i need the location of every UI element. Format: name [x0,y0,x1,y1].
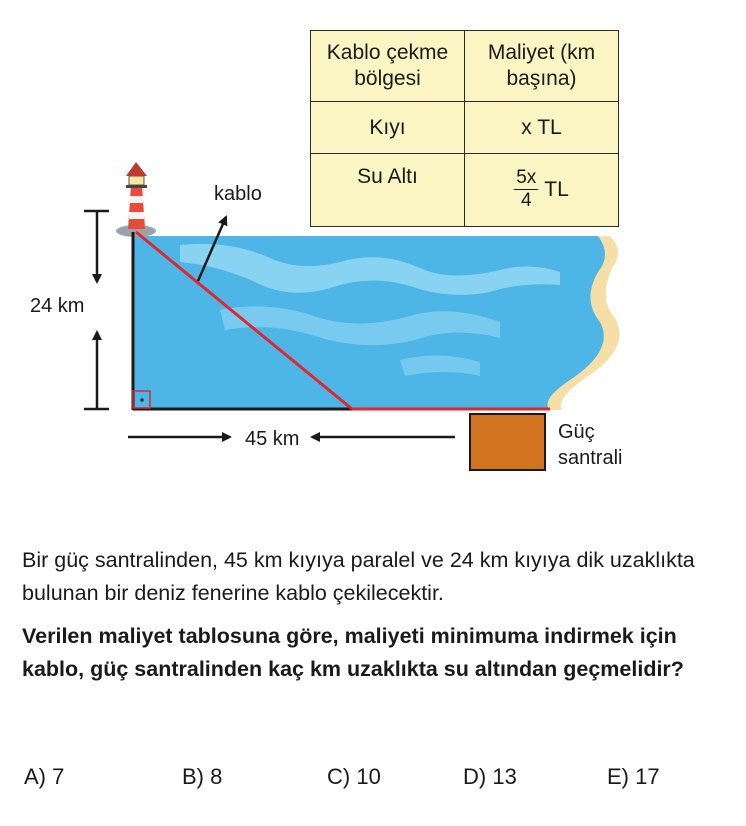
choice-d[interactable]: D) 13 [463,764,517,789]
table-cell-cost [465,154,619,227]
width-label: 45 km [245,428,300,450]
table-header-row [311,31,619,102]
choice-a[interactable]: A) 7 [24,764,65,789]
table-cell-region: Su Altı [311,154,465,227]
plant-label-line2: santrali [558,447,623,469]
question [22,544,712,686]
cost-table [310,30,619,227]
choice-c[interactable]: C) 10 [327,764,381,789]
fraction-denominator: 4 [520,190,532,211]
lighthouse-icon [116,162,156,237]
fraction-numerator: 5x [516,167,537,188]
cost-unit: TL [544,177,569,201]
table-row [311,102,619,154]
question-prompt: Verilen maliyet tablosuna göre, maliyeti minimuma indirmek için kablo, güç santralinden kaç km uzaklıkta su altından geçmelidir? [22,624,684,681]
cable-label: kablo [214,183,262,205]
table-cell-region: Kıyı [311,102,465,154]
height-label: 24 km [30,295,85,317]
choice-b[interactable]: B) 8 [182,764,223,789]
table-row [311,154,619,227]
table-cell-cost: x TL [465,102,619,154]
question-statement: Bir güç santralinden, 45 km kıyıya paralel ve 24 km kıyıya dik uzaklıkta bulunan bir deniz fenerine kablo çekilecektir. [22,548,695,605]
power-plant [470,414,545,470]
plant-label-line1: Güç [558,421,595,443]
answer-choices [0,764,746,798]
cost-fraction [514,167,538,212]
table-header-cost: Maliyet (km başına) [465,31,619,102]
choice-e[interactable]: E) 17 [607,764,660,789]
table-header-region: Kablo çekme bölgesi [311,31,465,102]
